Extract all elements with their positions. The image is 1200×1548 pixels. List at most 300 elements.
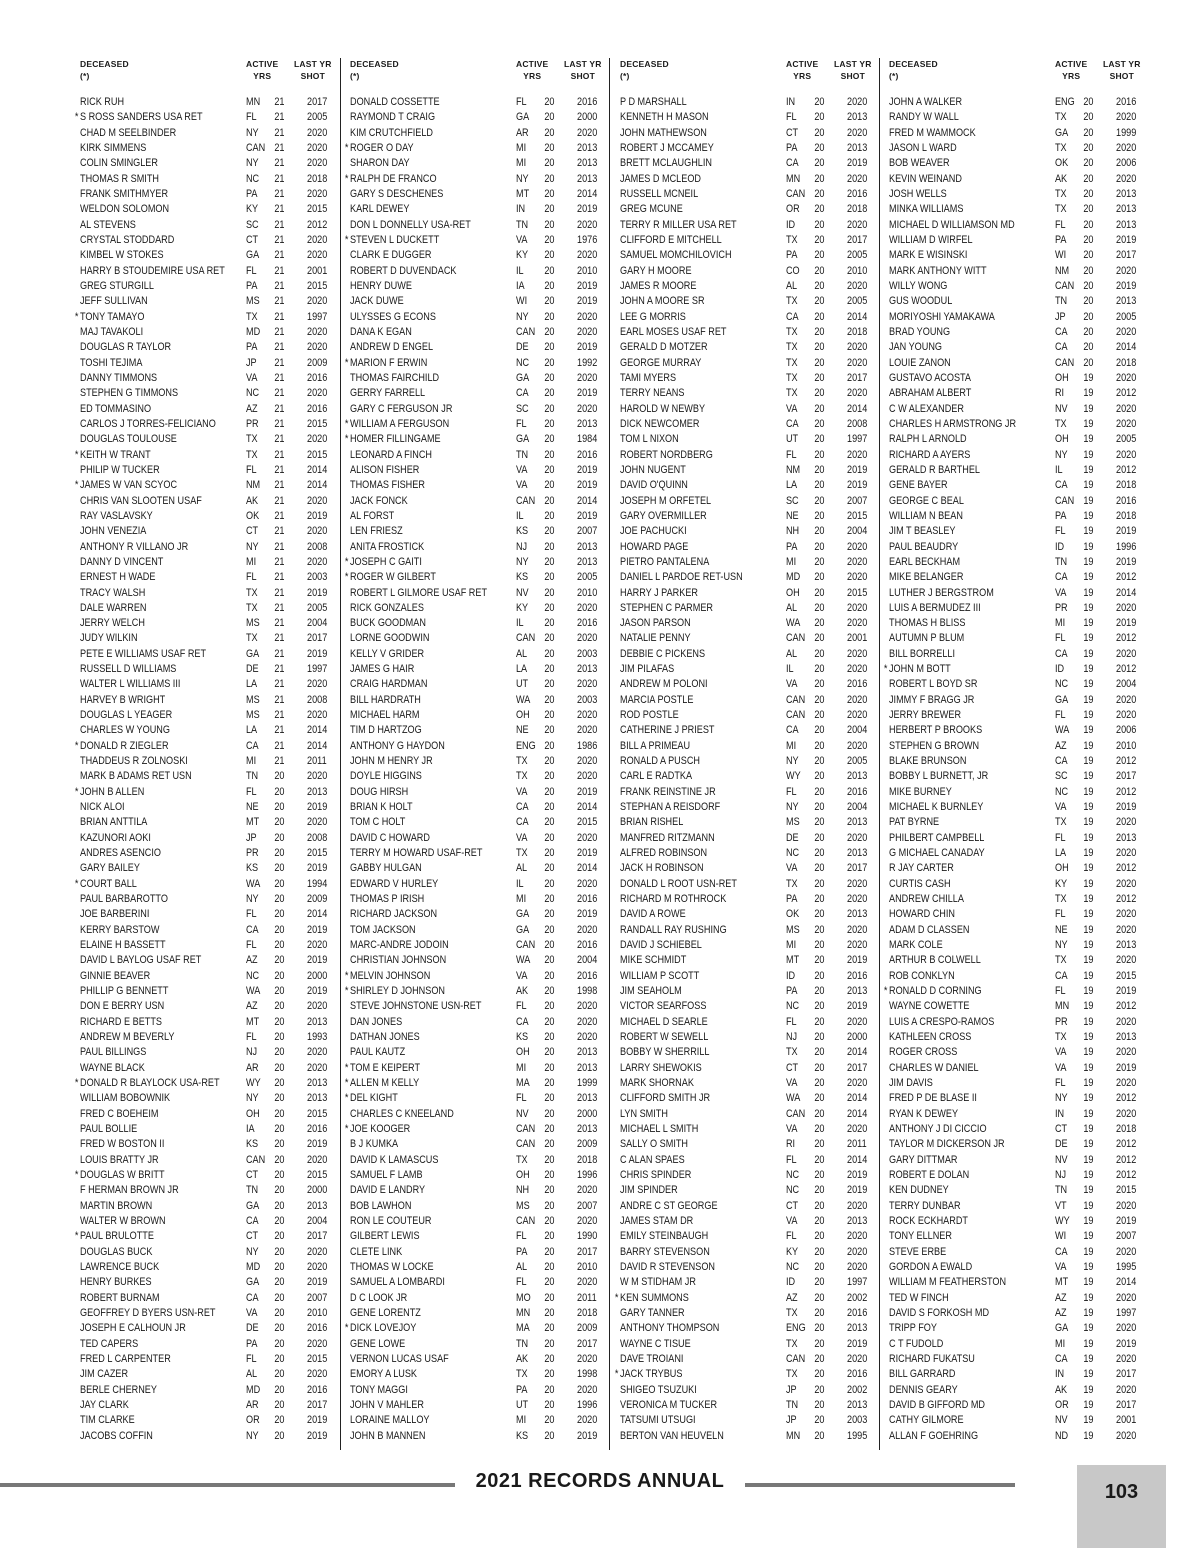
table-row: [80, 1214, 342, 1229]
active-years: 19: [1083, 509, 1094, 522]
last-year-shot-header: LAST YR SHOT: [294, 59, 332, 81]
last-year-shot: 2018: [1116, 1122, 1137, 1135]
active-years: 20: [544, 172, 555, 185]
member-location: SC: [785, 494, 799, 507]
active-years: 20: [544, 755, 555, 768]
member-name: DOUGLAS L YEAGER: [80, 709, 173, 722]
member-name: RICHARD A AYERS: [889, 448, 971, 461]
table-row: [889, 1306, 1151, 1321]
table-row: [80, 601, 342, 616]
last-year-shot: 2019: [847, 479, 868, 492]
last-year-shot: 2014: [307, 463, 328, 476]
member-location: TN: [785, 1398, 799, 1411]
table-row: [889, 555, 1151, 570]
active-years: 20: [814, 479, 825, 492]
table-row: [889, 616, 1151, 631]
table-row: [620, 1321, 882, 1336]
table-row: [889, 1429, 1151, 1444]
last-year-shot: 2016: [577, 939, 598, 952]
active-years: 20: [544, 1291, 555, 1304]
last-year-shot: 2020: [1116, 1245, 1137, 1258]
member-location: FL: [1054, 632, 1066, 645]
active-years: 21: [274, 249, 285, 262]
member-name: ROB CONKLYN: [889, 969, 955, 982]
table-row: [889, 1291, 1151, 1306]
active-years: 21: [274, 571, 285, 584]
last-year-shot: 2019: [577, 785, 598, 798]
member-location: NH: [515, 1184, 530, 1197]
last-year-shot: 2004: [847, 525, 868, 538]
last-year-shot: 2020: [847, 356, 868, 369]
table-row: [350, 1107, 612, 1122]
active-years-header: ACTIVE YRS: [516, 59, 549, 81]
table-row: [889, 279, 1151, 294]
column-header: [80, 58, 342, 86]
table-row: [350, 769, 612, 784]
table-row: [620, 340, 882, 355]
table-row: [614, 1291, 882, 1306]
last-year-shot: 2018: [847, 325, 868, 338]
member-name: THOMAS R SMITH: [80, 172, 159, 185]
last-year-shot: 2013: [577, 172, 598, 185]
table-row: [889, 754, 1151, 769]
last-year-shot: 2020: [1116, 601, 1137, 614]
deceased-marker: *: [344, 1077, 349, 1089]
last-year-shot: 2005: [307, 111, 328, 124]
member-location: TN: [515, 1337, 529, 1350]
member-location: TN: [1054, 1184, 1068, 1197]
last-year-shot: 2020: [577, 218, 598, 231]
active-years: 20: [1083, 310, 1094, 323]
member-location: FL: [515, 1000, 527, 1013]
footer-rule-left: [0, 1483, 455, 1487]
member-location: AZ: [245, 1000, 258, 1013]
table-row: [80, 279, 342, 294]
table-row: [350, 785, 612, 800]
member-location: NY: [245, 126, 259, 139]
member-location: AL: [245, 1368, 258, 1381]
member-name: MICHAEL D WILLIAMSON MD: [889, 218, 1015, 231]
last-year-shot: 2020: [847, 1352, 868, 1365]
member-name: RICHARD JACKSON: [350, 908, 438, 921]
deceased-header: DECEASED: [889, 59, 938, 69]
table-row: [620, 1183, 882, 1198]
member-location: ENG: [785, 1322, 806, 1335]
member-name: DAVID S FORKOSH MD: [889, 1306, 990, 1319]
active-years: 20: [544, 770, 555, 783]
active-years: 20: [274, 1245, 285, 1258]
member-location: LA: [245, 678, 258, 691]
last-year-shot: 2015: [307, 279, 328, 292]
active-years: 20: [1083, 187, 1094, 200]
member-name: CLIFFORD E MITCHELL: [620, 233, 722, 246]
member-location: CAN: [1054, 279, 1075, 292]
last-year-shot: 2019: [847, 1000, 868, 1013]
last-year-shot: 2020: [1116, 1046, 1137, 1059]
deceased-marker: *: [74, 310, 79, 323]
active-years: 20: [544, 463, 555, 476]
deceased-mark: (*): [80, 71, 90, 81]
member-name: GARY OVERMILLER: [620, 509, 707, 522]
member-location: RI: [1054, 387, 1065, 400]
last-year-shot: 2000: [577, 1107, 598, 1120]
member-name: TOM C HOLT: [350, 816, 406, 829]
active-years: 20: [544, 923, 555, 936]
column-header: [889, 58, 1151, 86]
active-years: 19: [1083, 1352, 1094, 1365]
member-location: PA: [245, 187, 258, 200]
last-year-shot: 2019: [847, 1337, 868, 1350]
active-years: 20: [814, 111, 825, 124]
active-years: 20: [544, 571, 555, 584]
table-row: [889, 478, 1151, 493]
member-name: LAWRENCE BUCK: [80, 1260, 160, 1273]
member-location: VA: [515, 479, 528, 492]
member-location: TN: [515, 448, 529, 461]
active-years: 20: [814, 893, 825, 906]
member-location: WI: [1054, 249, 1067, 262]
member-location: GA: [515, 908, 530, 921]
last-year-shot: 2013: [307, 1077, 328, 1089]
member-location: KS: [515, 525, 529, 538]
last-year-shot: 2018: [847, 203, 868, 216]
last-year-shot: 2020: [847, 172, 868, 185]
active-years: 20: [274, 985, 285, 998]
active-years: 20: [814, 862, 825, 875]
member-location: NC: [245, 387, 260, 400]
active-years: 20: [1083, 279, 1094, 292]
last-year-shot: 2013: [577, 1046, 598, 1059]
active-years: 20: [544, 1322, 555, 1335]
last-year-shot: 1999: [577, 1077, 598, 1089]
active-years: 19: [1083, 1138, 1094, 1151]
last-year-shot: 1995: [847, 1429, 868, 1442]
member-name: STEPHEN G TIMMONS: [80, 387, 179, 400]
table-row: [889, 432, 1151, 447]
active-years: 20: [544, 831, 555, 844]
member-name: W M STIDHAM JR: [620, 1276, 696, 1289]
active-years: 20: [274, 1230, 285, 1243]
member-location: NV: [1054, 402, 1068, 415]
member-name: HAROLD W NEWBY: [620, 402, 706, 415]
member-location: CA: [515, 816, 529, 829]
last-year-shot: 2019: [847, 157, 868, 170]
last-year-shot: 2016: [847, 678, 868, 691]
member-location: WA: [1054, 724, 1070, 737]
active-years: 21: [274, 310, 285, 323]
active-years: 20: [814, 279, 825, 292]
active-years: 20: [274, 1046, 285, 1059]
table-row: [80, 1398, 342, 1413]
active-years: 21: [274, 356, 285, 369]
table-row: [350, 126, 612, 141]
column-divider: [609, 58, 610, 1450]
active-years: 20: [814, 1092, 825, 1105]
last-year-shot: 2013: [577, 417, 598, 430]
member-name: DANNY D VINCENT: [80, 555, 164, 568]
member-location: KY: [1054, 877, 1068, 890]
table-row: [80, 402, 342, 417]
table-row: [350, 1413, 612, 1428]
member-location: CT: [245, 1230, 259, 1243]
member-name: FRANK REINSTINE JR: [620, 785, 716, 798]
member-location: CA: [1054, 479, 1068, 492]
active-years: 21: [274, 555, 285, 568]
active-years: 20: [274, 908, 285, 921]
member-location: WI: [1054, 1230, 1067, 1243]
last-year-shot: 2020: [1116, 1291, 1137, 1304]
member-location: PA: [245, 279, 258, 292]
last-year-shot: 2016: [1116, 494, 1137, 507]
active-years: 20: [814, 341, 825, 354]
member-name: MARION F ERWIN: [350, 356, 428, 369]
table-row: [620, 1045, 882, 1060]
member-location: OR: [1054, 1398, 1069, 1411]
last-year-shot: 2016: [847, 785, 868, 798]
table-row: [889, 448, 1151, 463]
active-years: 21: [274, 663, 285, 676]
member-name: LUIS A CRESPO-RAMOS: [889, 1015, 995, 1028]
active-years: 20: [544, 96, 555, 108]
deceased-marker: *: [614, 1291, 619, 1304]
last-year-shot: 2020: [307, 816, 328, 829]
member-name: CLETE LINK: [350, 1245, 403, 1258]
table-row: [350, 524, 612, 539]
member-name: GREG STURGILL: [80, 279, 154, 292]
member-location: NJ: [785, 1031, 798, 1044]
member-location: KS: [245, 862, 259, 875]
table-row: [74, 310, 342, 325]
active-years: 20: [814, 1291, 825, 1304]
member-location: TX: [245, 586, 258, 599]
last-year-shot: 2004: [307, 1214, 328, 1227]
member-name: JOHN MATHEWSON: [620, 126, 707, 139]
member-location: CT: [785, 1199, 799, 1212]
active-years: 20: [544, 1122, 555, 1135]
member-name: DICK LOVEJOY: [350, 1322, 417, 1335]
table-row: [350, 647, 612, 662]
member-name: WILLIAM A FERGUSON: [350, 417, 450, 430]
active-years: 19: [1083, 1306, 1094, 1319]
last-year-shot: 2013: [577, 555, 598, 568]
last-year-shot: 2008: [307, 831, 328, 844]
last-year-shot: 2019: [1116, 1061, 1137, 1074]
table-row: [620, 294, 882, 309]
member-name: JEFF SULLIVAN: [80, 295, 148, 308]
member-name: KEVIN WEINAND: [889, 172, 962, 185]
last-year-shot: 2007: [1116, 1230, 1137, 1243]
table-row: [350, 1291, 612, 1306]
member-location: VA: [785, 1077, 798, 1089]
active-years: 20: [544, 555, 555, 568]
active-years: 20: [1083, 295, 1094, 308]
last-year-shot: 2020: [1116, 1107, 1137, 1120]
active-years: 21: [274, 494, 285, 507]
member-name: ANDRE C ST GEORGE: [620, 1199, 718, 1212]
member-location: IN: [1054, 1107, 1065, 1120]
table-row: [889, 1229, 1151, 1244]
member-name: GARY DITTMAR: [889, 1153, 958, 1166]
member-location: NY: [1054, 1092, 1068, 1105]
last-year-shot: 2016: [307, 371, 328, 384]
last-year-shot: 2020: [307, 1000, 328, 1013]
last-year-shot: 2015: [307, 203, 328, 216]
last-year-shot: 2013: [1116, 218, 1137, 231]
last-year-shot: 1997: [847, 433, 868, 446]
table-row: [620, 448, 882, 463]
member-location: KS: [515, 1031, 529, 1044]
table-row: [350, 1153, 612, 1168]
member-location: TX: [245, 632, 258, 645]
active-years: 20: [544, 479, 555, 492]
last-year-shot: 2020: [847, 1260, 868, 1273]
page-number-box: [1077, 1465, 1166, 1548]
active-years: 20: [544, 908, 555, 921]
active-years: 20: [814, 1322, 825, 1335]
member-name: DAVE TROIANI: [620, 1352, 684, 1365]
member-name: JOHN A WALKER: [889, 96, 963, 108]
last-year-shot: 2020: [1116, 371, 1137, 384]
member-location: PA: [515, 1383, 528, 1396]
deceased-marker: *: [344, 356, 349, 369]
active-years: 20: [814, 1138, 825, 1151]
member-name: BILL BORRELLI: [889, 647, 956, 660]
active-years: 20: [274, 785, 285, 798]
member-location: NY: [515, 310, 529, 323]
active-years: 20: [544, 1306, 555, 1319]
last-year-shot: 2014: [1116, 586, 1137, 599]
last-year-shot: 2018: [1116, 479, 1137, 492]
active-years: 21: [274, 96, 285, 108]
active-years: 20: [274, 847, 285, 860]
member-name: JERRY BREWER: [889, 709, 962, 722]
table-row: [620, 984, 882, 999]
last-year-shot: 2007: [577, 525, 598, 538]
member-name: RANDALL RAY RUSHING: [620, 923, 727, 936]
active-years: 21: [274, 617, 285, 630]
member-name: DON L DONNELLY USA-RET: [350, 218, 471, 231]
member-name: HOWARD CHIN: [889, 908, 955, 921]
active-years: 20: [544, 295, 555, 308]
table-row: [620, 831, 882, 846]
member-name: LEONARD A FINCH: [350, 448, 433, 461]
active-years: 20: [814, 1214, 825, 1227]
active-years: 20: [544, 1398, 555, 1411]
member-location: ID: [785, 218, 796, 231]
member-name: KAZUNORI AOKI: [80, 831, 151, 844]
last-year-shot: 2019: [1116, 1214, 1137, 1227]
member-location: NC: [1054, 785, 1069, 798]
last-year-shot: 2012: [307, 218, 328, 231]
table-row: [889, 907, 1151, 922]
last-year-shot: 2020: [307, 325, 328, 338]
member-name: DOUGLAS BUCK: [80, 1245, 153, 1258]
last-year-shot: 2020: [577, 755, 598, 768]
member-location: TX: [245, 310, 258, 323]
member-location: VA: [515, 463, 528, 476]
active-years: 19: [1083, 433, 1094, 446]
deceased-marker: *: [74, 448, 79, 461]
member-location: NV: [515, 586, 529, 599]
table-row: [620, 616, 882, 631]
last-year-shot: 2020: [307, 141, 328, 154]
member-location: TN: [245, 1184, 259, 1197]
member-name: MARK B ADAMS RET USN: [80, 770, 192, 783]
active-years: 21: [274, 203, 285, 216]
active-years: 20: [1083, 126, 1094, 139]
table-row: [620, 647, 882, 662]
member-location: GA: [245, 249, 260, 262]
table-row: [80, 1306, 342, 1321]
table-row: [80, 846, 342, 861]
active-years: 20: [814, 1429, 825, 1442]
active-years: 19: [1083, 402, 1094, 415]
last-year-shot: 2013: [577, 1092, 598, 1105]
last-year-shot: 2017: [307, 1230, 328, 1243]
records-column-2: [344, 58, 612, 1442]
last-year-shot: 2020: [1116, 1077, 1137, 1089]
member-location: AL: [785, 601, 798, 614]
last-year-shot: 2013: [577, 157, 598, 170]
member-location: TX: [785, 295, 798, 308]
last-year-shot: 2015: [307, 417, 328, 430]
table-row: [889, 969, 1151, 984]
member-name: DANA K EGAN: [350, 325, 412, 338]
table-row: [350, 754, 612, 769]
active-years: 20: [274, 1168, 285, 1181]
member-location: DE: [245, 663, 259, 676]
last-year-shot: 2016: [577, 448, 598, 461]
table-row: [889, 386, 1151, 401]
last-year-shot: 2020: [1116, 1429, 1137, 1442]
table-row: [620, 586, 882, 601]
last-year-shot: 2000: [577, 111, 598, 124]
member-location: NC: [785, 847, 800, 860]
member-name: TAYLOR M DICKERSON JR: [889, 1138, 1005, 1151]
member-location: CA: [515, 387, 529, 400]
table-row: [889, 601, 1151, 616]
active-years: 21: [274, 632, 285, 645]
last-year-shot: 2014: [307, 479, 328, 492]
active-years: 20: [814, 1398, 825, 1411]
table-row: [80, 938, 342, 953]
table-row: [889, 1076, 1151, 1091]
member-name: BILL A PRIMEAU: [620, 739, 691, 752]
member-name: ROGER W GILBERT: [350, 571, 436, 584]
last-year-shot: 2020: [577, 1383, 598, 1396]
last-year-shot: 2004: [577, 954, 598, 967]
last-year-shot: 2019: [577, 463, 598, 476]
table-row: [350, 1429, 612, 1444]
member-location: AL: [515, 1260, 528, 1273]
table-row: [350, 340, 612, 355]
member-name: PAT BYRNE: [889, 816, 940, 829]
active-years: 19: [1083, 463, 1094, 476]
last-year-shot: 2020: [577, 923, 598, 936]
active-years: 20: [274, 1107, 285, 1120]
active-years: 19: [1083, 586, 1094, 599]
active-years: 20: [814, 525, 825, 538]
last-year-shot: 2020: [1116, 908, 1137, 921]
last-year-shot: 2020: [307, 187, 328, 200]
table-row: [889, 371, 1151, 386]
active-years: 20: [1083, 141, 1094, 154]
member-location: MN: [515, 1306, 531, 1319]
member-name: TERRY NEANS: [620, 387, 685, 400]
member-name: F HERMAN BROWN JR: [80, 1184, 179, 1197]
table-row: [620, 95, 882, 110]
active-years: 21: [274, 755, 285, 768]
